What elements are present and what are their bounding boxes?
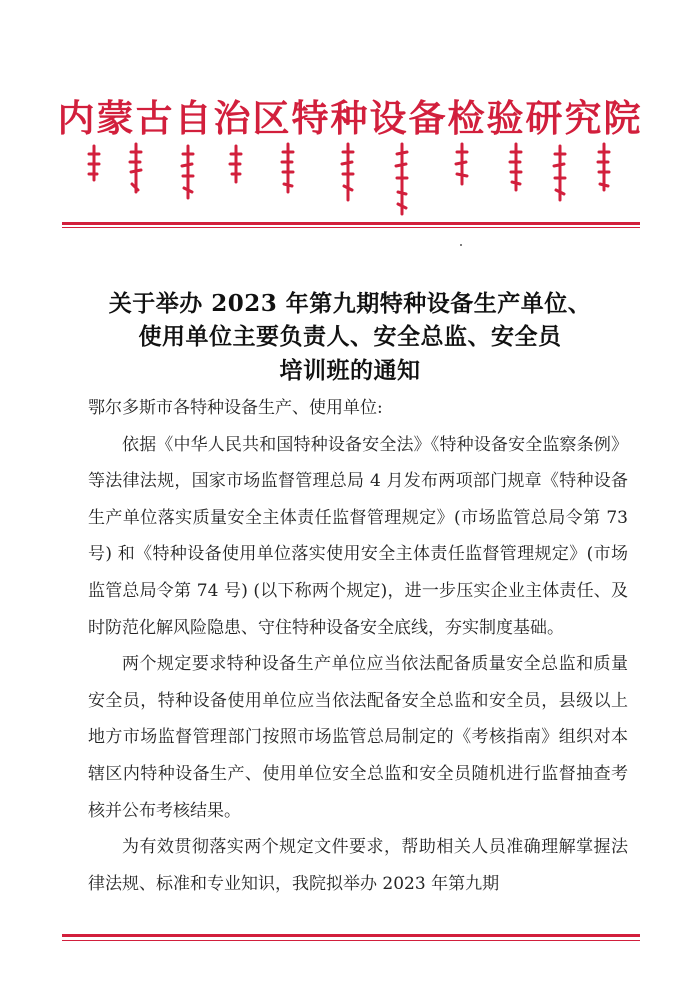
org-name-heading: 内蒙古自治区特种设备检验研究院	[57, 96, 643, 140]
footer-rule-thin	[62, 940, 640, 941]
body-paragraph-2: 两个规定要求特种设备生产单位应当依法配备质量安全总监和质量安全员，特种设备使用单位应当依法配备安全总监和安全员，县级以上地方市场监督管理部门按照市场监管总局制定的《考核指南》组织对本辖区内特种设备生产、使用单位安全总监和安全员随机进行监督抽查考核并公布考核结果。	[88, 654, 628, 821]
salutation: 鄂尔多斯市各特种设备生产、使用单位:	[88, 398, 383, 418]
body-paragraph-1: 依据《中华人民共和国特种设备安全法》《特种设备安全监察条例》等法律法规，国家市场监督管理总局 4 月发布两项部门规章《特种设备生产单位落实质量安全主体责任监督管理规定》(市场监管总局令第 73 号) 和《特种设备使用单位落实使用安全主体责任监督管理规定》(市场监管总局令第 74 号) (以下称两个规定)，进一步压实企业主体责任、及时防范化解风险隐患、守住特种设备安全底线，夯实制度基础。	[88, 434, 628, 638]
document-title-line-1: 关于举办 2023 年第九期特种设备生产单位、	[108, 290, 592, 317]
header-rule-thick	[62, 222, 640, 225]
header-rule-thin	[62, 227, 640, 228]
mongolian-script-logo	[80, 140, 620, 218]
document-title-line-2: 使用单位主要负责人、安全总监、安全员	[138, 323, 562, 350]
body-paragraph-3: 为有效贯彻落实两个规定文件要求，帮助相关人员准确理解掌握法律法规、标准和专业知识，我院拟举办 2023 年第九期	[88, 837, 628, 894]
scan-speck	[460, 244, 462, 246]
document-body	[88, 390, 628, 902]
document-title-line-3: 培训班的通知	[279, 357, 421, 384]
mongolian-script-drawing	[80, 140, 620, 218]
footer-rule-thick	[62, 934, 640, 937]
